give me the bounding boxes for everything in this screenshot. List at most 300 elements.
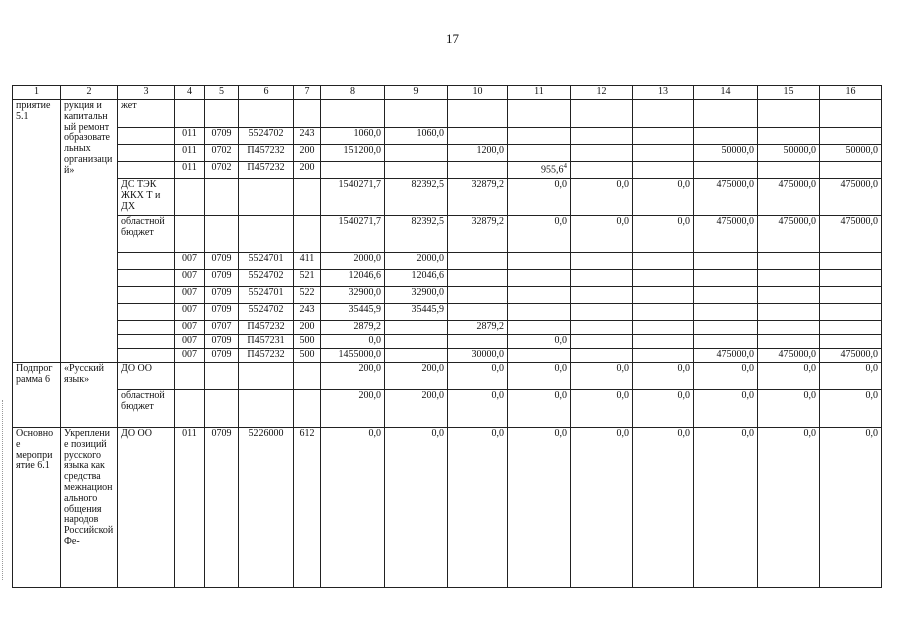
cell-col-10 — [448, 162, 508, 179]
cell-col-6 — [239, 349, 294, 363]
cell-col-14 — [694, 304, 758, 321]
cell-value: 007 — [182, 287, 197, 298]
cell-col-9 — [385, 390, 448, 428]
cell-value: 0,0 — [554, 335, 567, 346]
cell-col-12 — [571, 270, 633, 287]
table-row — [13, 428, 882, 588]
cell-col-3 — [118, 145, 175, 162]
cell-value: 0,0 — [741, 428, 754, 439]
cell-col-15 — [758, 179, 820, 216]
cell-value: жет — [121, 100, 137, 111]
cell-col-9 — [385, 321, 448, 335]
cell-value: 82392,5 — [411, 216, 444, 227]
cell-value: 0709 — [211, 287, 232, 298]
table-row — [13, 100, 882, 128]
cell-value: 0,0 — [803, 390, 816, 401]
cell-value: 243 — [299, 128, 315, 139]
cell-value: ДС ТЭК ЖКХ Т и ДХ — [121, 179, 161, 212]
cell-col-16 — [820, 349, 882, 363]
cell-value: 500 — [299, 335, 315, 346]
cell-value: 30000,0 — [471, 349, 504, 360]
cell-col-5 — [205, 270, 239, 287]
cell-col-15 — [758, 363, 820, 390]
cell-col-5 — [205, 390, 239, 428]
cell-value: 50000,0 — [721, 145, 754, 156]
cell-col-8 — [321, 363, 385, 390]
cell-col-12 — [571, 321, 633, 335]
cell-value: 522 — [299, 287, 315, 298]
cell-col-4 — [175, 100, 205, 128]
cell-value: 35445,9 — [411, 304, 444, 315]
cell-col-9 — [385, 335, 448, 349]
cell-value: 50000,0 — [845, 145, 878, 156]
cell-col-5 — [205, 128, 239, 145]
cell-col-11 — [508, 270, 571, 287]
cell-col-14 — [694, 270, 758, 287]
cell-col-8 — [321, 128, 385, 145]
cell-value: 200 — [299, 145, 315, 156]
cell-value: 011 — [182, 145, 197, 156]
cell-col-10 — [448, 349, 508, 363]
cell-value: 200,0 — [421, 363, 444, 374]
cell-col-4 — [175, 349, 205, 363]
cell-value: 007 — [182, 321, 197, 332]
cell-col-5 — [205, 162, 239, 179]
cell-col-7 — [294, 179, 321, 216]
cell-col-16 — [820, 100, 882, 128]
cell-col-16 — [820, 428, 882, 588]
cell-col-4 — [175, 253, 205, 270]
cell-col-8 — [321, 390, 385, 428]
cell-col-15 — [758, 128, 820, 145]
cell-col-4 — [175, 304, 205, 321]
section-title: рукция и капитальный ремонт образовательных организаций» — [61, 100, 118, 363]
cell-col-14 — [694, 253, 758, 270]
cell-value: 011 — [182, 162, 197, 173]
cell-value: 0,0 — [741, 390, 754, 401]
cell-col-14 — [694, 321, 758, 335]
cell-value: 0,0 — [616, 363, 629, 374]
table-row — [13, 349, 882, 363]
section-title: Укрепление позиций русского языка как средства межнационального общения народов Российской Фе- — [61, 428, 118, 588]
cell-value: 0709 — [211, 270, 232, 281]
cell-col-11 — [508, 428, 571, 588]
cell-value: 35445,9 — [348, 304, 381, 315]
cell-col-13 — [633, 179, 694, 216]
cell-col-14 — [694, 428, 758, 588]
cell-col-8 — [321, 162, 385, 179]
cell-col-5 — [205, 304, 239, 321]
cell-value: 475000,0 — [840, 349, 878, 360]
cell-col-14 — [694, 349, 758, 363]
column-header-12: 12 — [571, 86, 633, 100]
cell-value: 0,0 — [368, 428, 381, 439]
column-header-9: 9 — [385, 86, 448, 100]
cell-value: 200 — [299, 162, 315, 173]
cell-value: 475000,0 — [778, 216, 816, 227]
cell-col-13 — [633, 145, 694, 162]
cell-col-3 — [118, 304, 175, 321]
cell-col-7 — [294, 428, 321, 588]
table-row — [13, 162, 882, 179]
cell-col-16 — [820, 128, 882, 145]
cell-value: 0,0 — [865, 363, 878, 374]
cell-col-15 — [758, 321, 820, 335]
cell-col-13 — [633, 162, 694, 179]
cell-value: 12046,6 — [348, 270, 381, 281]
cell-col-10 — [448, 145, 508, 162]
cell-col-12 — [571, 179, 633, 216]
cell-value: 0,0 — [431, 428, 444, 439]
cell-col-15 — [758, 335, 820, 349]
margin-marks — [2, 400, 6, 580]
cell-col-6 — [239, 253, 294, 270]
cell-value: 007 — [182, 270, 197, 281]
column-header-8: 8 — [321, 86, 385, 100]
table-row — [13, 363, 882, 390]
cell-col-16 — [820, 335, 882, 349]
cell-col-15 — [758, 145, 820, 162]
cell-col-6 — [239, 162, 294, 179]
cell-col-12 — [571, 390, 633, 428]
cell-value: 0,0 — [677, 363, 690, 374]
cell-col-14 — [694, 287, 758, 304]
cell-col-7 — [294, 363, 321, 390]
cell-value: 1200,0 — [476, 145, 504, 156]
budget-table — [12, 85, 882, 588]
cell-col-12 — [571, 335, 633, 349]
cell-col-7 — [294, 253, 321, 270]
cell-col-5 — [205, 179, 239, 216]
cell-col-5 — [205, 145, 239, 162]
cell-col-13 — [633, 128, 694, 145]
cell-col-7 — [294, 335, 321, 349]
cell-value: 007 — [182, 253, 197, 264]
cell-value: 32879,2 — [471, 179, 504, 190]
cell-col-11 — [508, 216, 571, 253]
cell-col-8 — [321, 145, 385, 162]
cell-col-3 — [118, 390, 175, 428]
cell-value: 5524702 — [248, 128, 284, 139]
cell-col-6 — [239, 128, 294, 145]
cell-col-10 — [448, 216, 508, 253]
table-row — [13, 270, 882, 287]
cell-col-4 — [175, 216, 205, 253]
table-row — [13, 287, 882, 304]
column-header-13: 13 — [633, 86, 694, 100]
cell-col-3 — [118, 270, 175, 287]
cell-col-3 — [118, 216, 175, 253]
cell-value: 500 — [299, 349, 315, 360]
cell-col-11 — [508, 335, 571, 349]
cell-col-14 — [694, 179, 758, 216]
cell-value: 0709 — [211, 253, 232, 264]
cell-value: ДО ОО — [121, 428, 152, 439]
cell-col-4 — [175, 128, 205, 145]
cell-col-16 — [820, 270, 882, 287]
cell-value: 0,0 — [677, 216, 690, 227]
table-row — [13, 253, 882, 270]
cell-col-16 — [820, 145, 882, 162]
cell-col-7 — [294, 162, 321, 179]
cell-col-5 — [205, 363, 239, 390]
cell-value: 2000,0 — [416, 253, 444, 264]
cell-col-13 — [633, 390, 694, 428]
cell-col-10 — [448, 253, 508, 270]
cell-col-11 — [508, 304, 571, 321]
column-header-16: 16 — [820, 86, 882, 100]
cell-value: 0,0 — [803, 363, 816, 374]
cell-col-3 — [118, 335, 175, 349]
cell-value: 955,6 — [541, 164, 564, 176]
cell-col-8 — [321, 100, 385, 128]
cell-col-5 — [205, 100, 239, 128]
cell-col-4 — [175, 179, 205, 216]
cell-col-16 — [820, 287, 882, 304]
cell-value: 0,0 — [865, 390, 878, 401]
cell-col-12 — [571, 304, 633, 321]
cell-col-11 — [508, 128, 571, 145]
cell-value: 2879,2 — [353, 321, 381, 332]
column-header-6: 6 — [239, 86, 294, 100]
cell-col-11 — [508, 390, 571, 428]
cell-value: 0,0 — [616, 179, 629, 190]
cell-value: 0702 — [211, 162, 232, 173]
cell-col-16 — [820, 304, 882, 321]
column-header-10: 10 — [448, 86, 508, 100]
cell-col-12 — [571, 287, 633, 304]
cell-value: 0707 — [211, 321, 232, 332]
cell-value: П457231 — [247, 335, 285, 346]
cell-col-10 — [448, 363, 508, 390]
cell-value: 200,0 — [421, 390, 444, 401]
cell-value: 0,0 — [368, 335, 381, 346]
cell-col-5 — [205, 321, 239, 335]
cell-col-3 — [118, 162, 175, 179]
cell-col-9 — [385, 253, 448, 270]
cell-value: 0709 — [211, 335, 232, 346]
column-header-11: 11 — [508, 86, 571, 100]
column-header-1: 1 — [13, 86, 61, 100]
table-row — [13, 145, 882, 162]
cell-value: 007 — [182, 304, 197, 315]
cell-col-8 — [321, 349, 385, 363]
cell-value: 32900,0 — [411, 287, 444, 298]
cell-col-6 — [239, 179, 294, 216]
table-row — [13, 390, 882, 428]
cell-value: 5524701 — [248, 287, 284, 298]
cell-col-9 — [385, 145, 448, 162]
cell-col-4 — [175, 428, 205, 588]
table-row — [13, 321, 882, 335]
cell-col-7 — [294, 304, 321, 321]
cell-col-4 — [175, 270, 205, 287]
cell-col-16 — [820, 321, 882, 335]
cell-col-5 — [205, 287, 239, 304]
cell-col-7 — [294, 100, 321, 128]
cell-value: 0,0 — [491, 428, 504, 439]
cell-col-15 — [758, 304, 820, 321]
cell-col-12 — [571, 162, 633, 179]
cell-value: 007 — [182, 335, 197, 346]
cell-col-10 — [448, 287, 508, 304]
cell-col-8 — [321, 216, 385, 253]
cell-value: 011 — [182, 128, 197, 139]
cell-col-6 — [239, 100, 294, 128]
cell-col-7 — [294, 128, 321, 145]
cell-value: 0,0 — [554, 179, 567, 190]
cell-col-9 — [385, 270, 448, 287]
cell-col-13 — [633, 216, 694, 253]
cell-value: 50000,0 — [783, 145, 816, 156]
cell-value: 5226000 — [248, 428, 284, 439]
cell-col-4 — [175, 321, 205, 335]
cell-value: 151200,0 — [343, 145, 381, 156]
cell-col-12 — [571, 428, 633, 588]
cell-col-6 — [239, 270, 294, 287]
cell-value: 1455000,0 — [338, 349, 381, 360]
column-header-14: 14 — [694, 86, 758, 100]
cell-value: 5524702 — [248, 304, 284, 315]
cell-col-8 — [321, 304, 385, 321]
cell-value: 475000,0 — [778, 179, 816, 190]
cell-value: 475000,0 — [840, 179, 878, 190]
cell-col-6 — [239, 321, 294, 335]
cell-value: 475000,0 — [778, 349, 816, 360]
cell-col-15 — [758, 270, 820, 287]
cell-col-9 — [385, 349, 448, 363]
cell-value: 011 — [182, 428, 197, 439]
cell-col-5 — [205, 335, 239, 349]
cell-col-6 — [239, 145, 294, 162]
cell-value: П457232 — [247, 321, 285, 332]
cell-value: 0,0 — [491, 363, 504, 374]
cell-value: 475000,0 — [716, 216, 754, 227]
table-row — [13, 335, 882, 349]
cell-col-9 — [385, 287, 448, 304]
column-header-15: 15 — [758, 86, 820, 100]
cell-col-6 — [239, 304, 294, 321]
cell-col-9 — [385, 128, 448, 145]
cell-col-14 — [694, 162, 758, 179]
cell-value: 0,0 — [677, 179, 690, 190]
cell-value: 1060,0 — [416, 128, 444, 139]
cell-value: 0,0 — [554, 216, 567, 227]
cell-col-6 — [239, 428, 294, 588]
cell-col-9 — [385, 428, 448, 588]
cell-value: 475000,0 — [716, 179, 754, 190]
cell-value: 200,0 — [358, 390, 381, 401]
cell-col-3 — [118, 253, 175, 270]
cell-col-12 — [571, 349, 633, 363]
cell-col-12 — [571, 100, 633, 128]
cell-col-3 — [118, 428, 175, 588]
cell-col-10 — [448, 428, 508, 588]
cell-col-6 — [239, 390, 294, 428]
cell-col-7 — [294, 216, 321, 253]
cell-col-15 — [758, 287, 820, 304]
cell-value: областной бюджет — [121, 216, 165, 238]
column-header-3: 3 — [118, 86, 175, 100]
cell-col-12 — [571, 363, 633, 390]
cell-col-15 — [758, 428, 820, 588]
cell-col-12 — [571, 145, 633, 162]
cell-value: 612 — [299, 428, 315, 439]
header-row — [13, 86, 882, 100]
cell-col-16 — [820, 390, 882, 428]
cell-col-11 — [508, 349, 571, 363]
cell-col-3 — [118, 349, 175, 363]
cell-col-14 — [694, 145, 758, 162]
cell-col-3 — [118, 179, 175, 216]
cell-col-7 — [294, 270, 321, 287]
cell-col-11 — [508, 287, 571, 304]
cell-value: 1540271,7 — [338, 216, 381, 227]
cell-value: 200,0 — [358, 363, 381, 374]
cell-col-15 — [758, 162, 820, 179]
table-row — [13, 128, 882, 145]
cell-col-14 — [694, 390, 758, 428]
column-header-7: 7 — [294, 86, 321, 100]
cell-col-12 — [571, 128, 633, 145]
cell-col-13 — [633, 304, 694, 321]
cell-value: 5524701 — [248, 253, 284, 264]
cell-col-7 — [294, 349, 321, 363]
cell-col-15 — [758, 253, 820, 270]
table-row — [13, 216, 882, 253]
cell-col-4 — [175, 162, 205, 179]
cell-col-7 — [294, 145, 321, 162]
cell-col-3 — [118, 363, 175, 390]
cell-col-5 — [205, 428, 239, 588]
cell-col-9 — [385, 363, 448, 390]
cell-col-10 — [448, 304, 508, 321]
cell-value: 521 — [299, 270, 315, 281]
cell-value: 32879,2 — [471, 216, 504, 227]
cell-value: 0,0 — [616, 390, 629, 401]
cell-col-4 — [175, 145, 205, 162]
cell-col-10 — [448, 128, 508, 145]
section-label: Подпрограмма 6 — [13, 363, 61, 428]
cell-value: ДО ОО — [121, 363, 152, 374]
cell-col-11 — [508, 321, 571, 335]
cell-value: 0,0 — [865, 428, 878, 439]
cell-col-13 — [633, 335, 694, 349]
cell-col-14 — [694, 128, 758, 145]
cell-value: 0,0 — [554, 363, 567, 374]
cell-value: 475000,0 — [840, 216, 878, 227]
cell-col-8 — [321, 321, 385, 335]
cell-col-14 — [694, 335, 758, 349]
cell-col-10 — [448, 390, 508, 428]
cell-col-10 — [448, 100, 508, 128]
cell-col-6 — [239, 216, 294, 253]
cell-col-11 — [508, 253, 571, 270]
cell-col-11 — [508, 363, 571, 390]
cell-value: 82392,5 — [411, 179, 444, 190]
cell-col-3 — [118, 100, 175, 128]
cell-value: 411 — [299, 253, 315, 264]
cell-value: 1060,0 — [353, 128, 381, 139]
cell-col-16 — [820, 216, 882, 253]
cell-col-11 — [508, 145, 571, 162]
cell-col-12 — [571, 216, 633, 253]
cell-col-14 — [694, 216, 758, 253]
cell-col-10 — [448, 335, 508, 349]
column-header-5: 5 — [205, 86, 239, 100]
cell-value: 2000,0 — [353, 253, 381, 264]
footnote-marker: 4 — [563, 162, 567, 170]
